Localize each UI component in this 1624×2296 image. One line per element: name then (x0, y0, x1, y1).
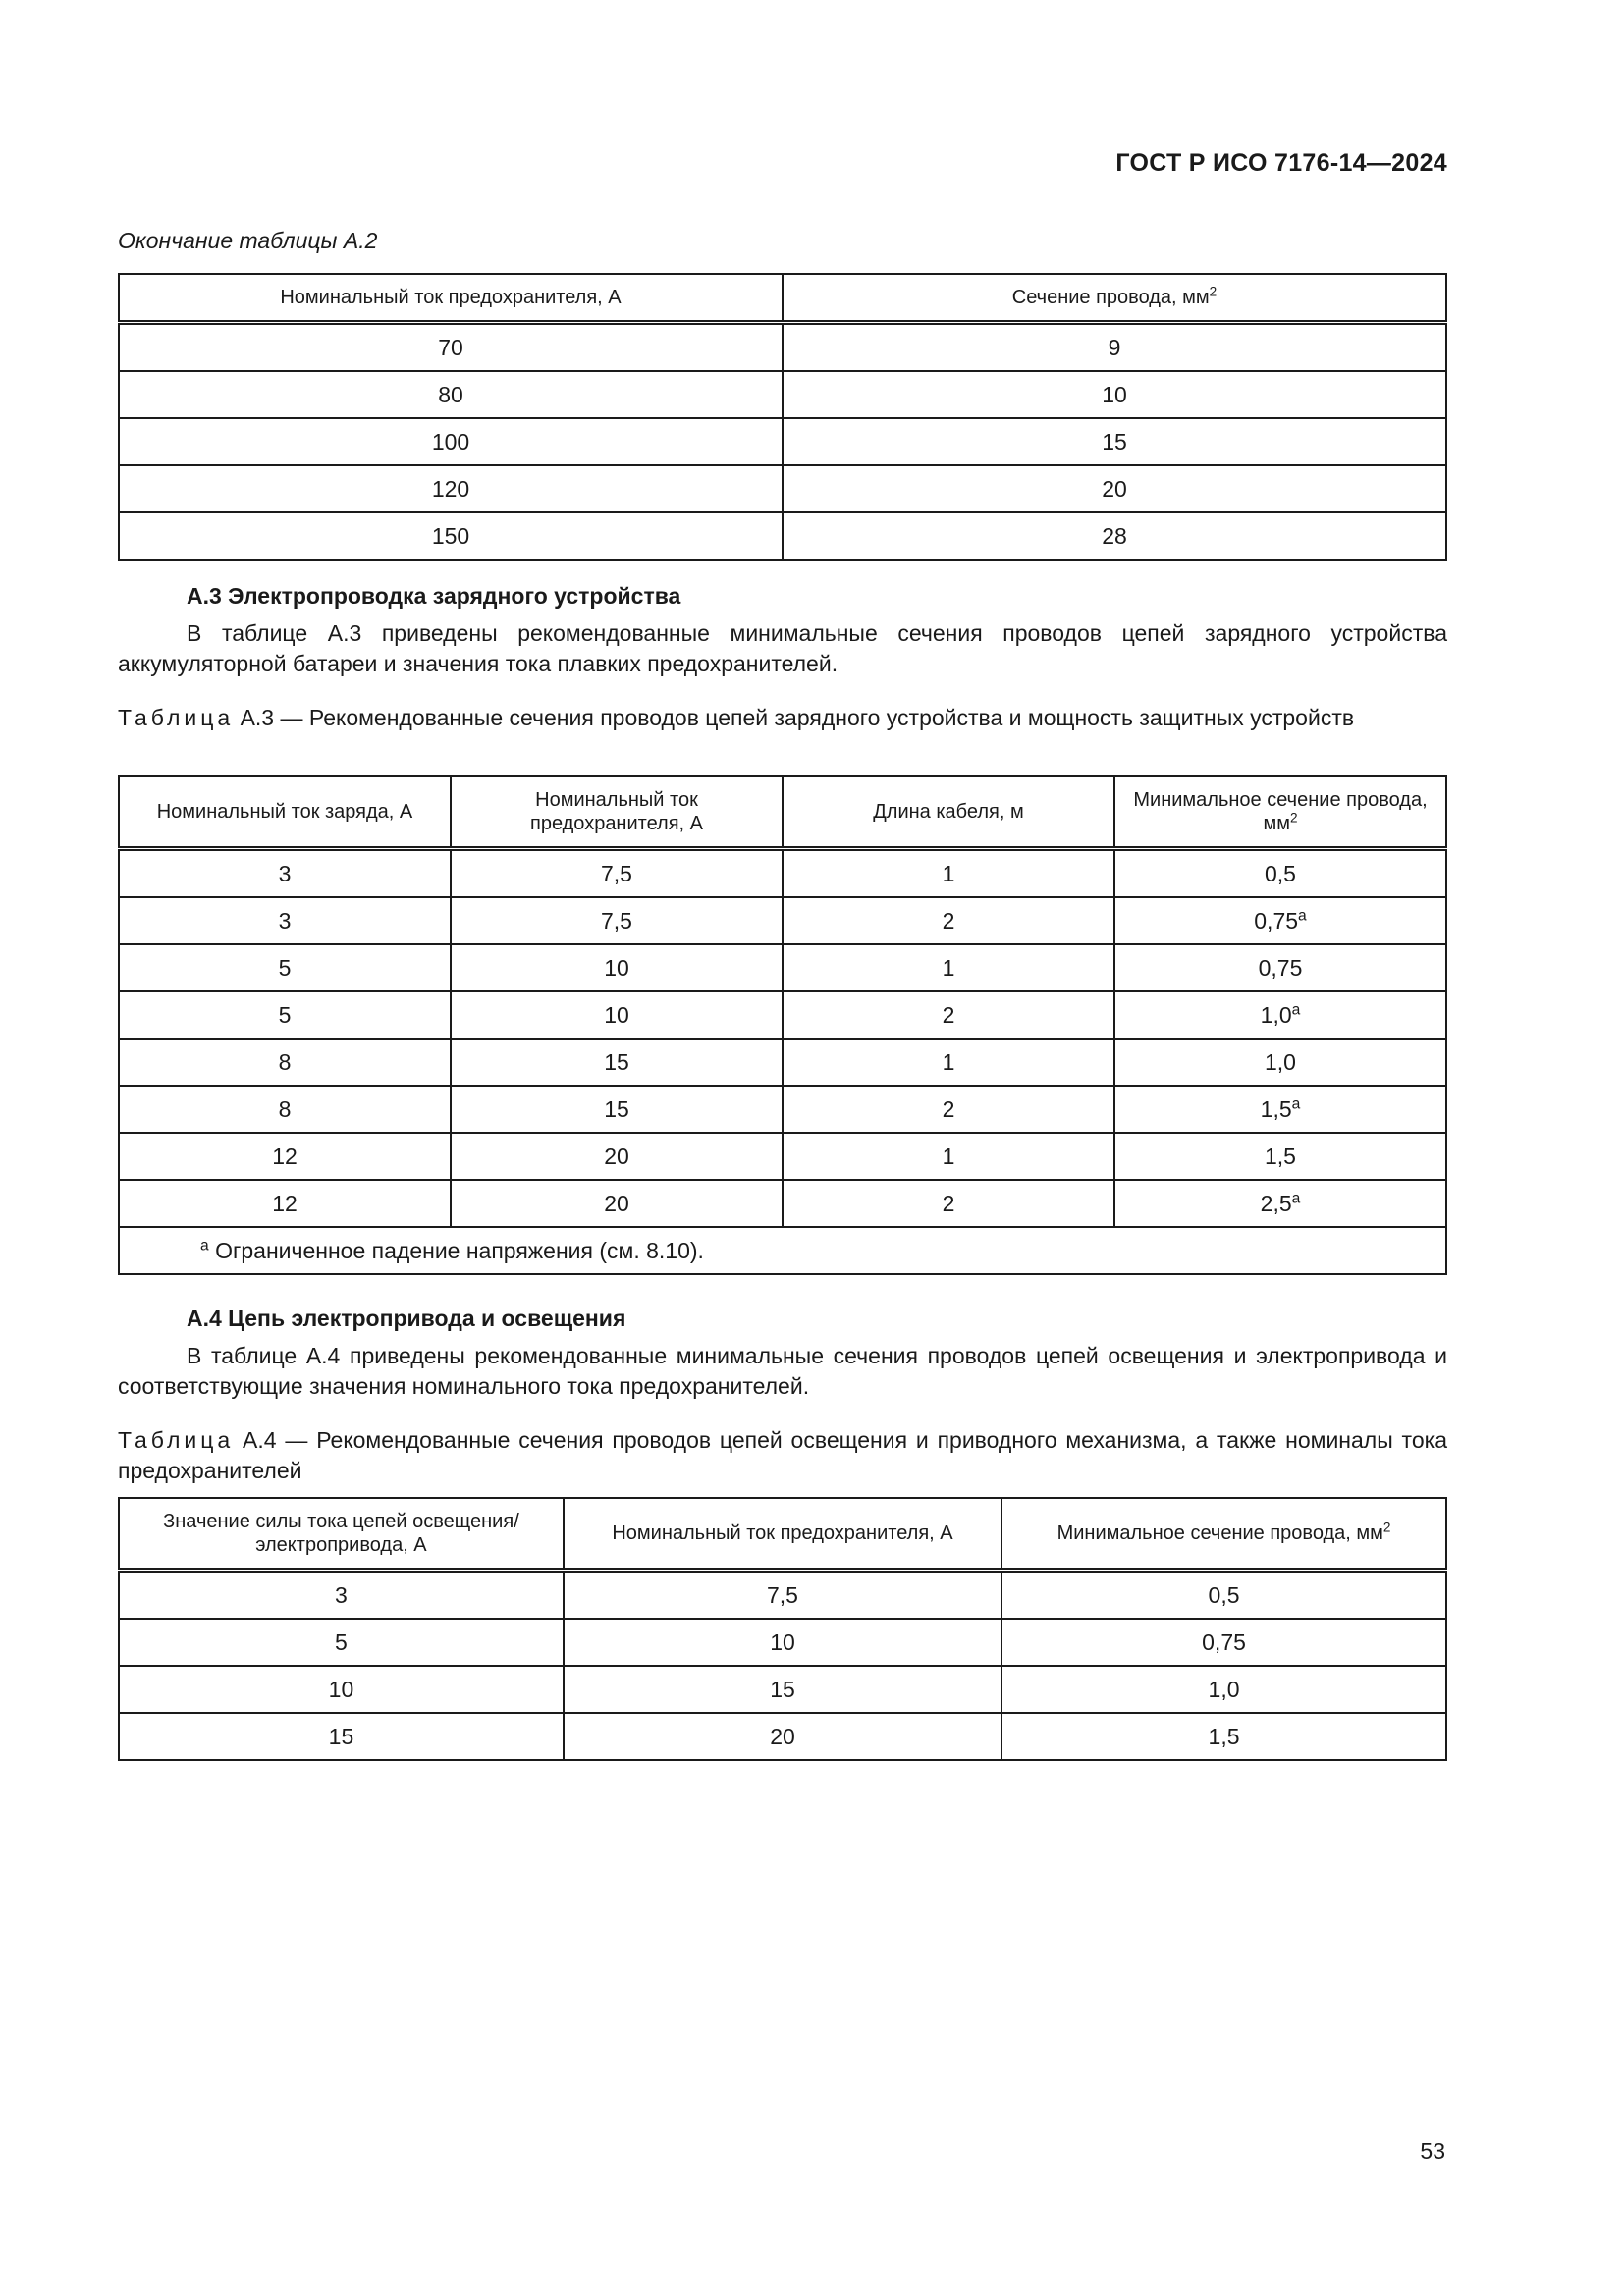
table-row (119, 371, 1446, 418)
table-cell: 10 (119, 1666, 564, 1713)
table-row (119, 512, 1446, 560)
table-cell: 1,0 (1001, 1666, 1446, 1713)
table-cell: 20 (564, 1713, 1001, 1760)
table-cell: 100 (119, 418, 783, 465)
table-row (119, 1133, 1446, 1180)
table-cell: 7,5 (564, 1571, 1001, 1620)
column-header: Минимальное сечение провода, $мм^2$ (1001, 1498, 1446, 1571)
page-number: 53 (1420, 2138, 1445, 2163)
table-cell: 12 (119, 1133, 451, 1180)
section-a4-paragraph: В таблице А.4 приведены рекомендованные минимальные сечения проводов цепей освещения и электропривода и соответствующие значения номинального тока предохранителей. (118, 1343, 1447, 1399)
table-row (119, 1086, 1446, 1133)
table-cell: 2 (783, 991, 1114, 1039)
table-row (119, 1571, 1446, 1620)
table-a4-caption: Таблица А.4 — Рекомендованные сечения проводов цепей освещения и приводного механизма, а также номиналы тока предохранителей (118, 1427, 1447, 1483)
column-header: Номинальный ток предохранителя, А (119, 274, 783, 323)
table-footnote: $^а$ Ограниченное падение напряжения (см. 8.10). (119, 1227, 1446, 1274)
column-header: Длина кабеля, м (783, 776, 1114, 849)
table-cell: 3 (119, 897, 451, 944)
table-row (119, 991, 1446, 1039)
section-a3-heading: А.3 Электропроводка зарядного устройства (187, 583, 681, 609)
table-cell: 0,75 (1114, 944, 1446, 991)
table-row (119, 1666, 1446, 1713)
table-cell: 0,5 (1001, 1571, 1446, 1620)
table-cell: 1 (783, 849, 1114, 898)
table-cell: 3 (119, 849, 451, 898)
table-row (119, 849, 1446, 898)
table-footnote-row (119, 1227, 1446, 1274)
table-row (119, 323, 1446, 372)
table-cell: 150 (119, 512, 783, 560)
table-cell: 15 (783, 418, 1446, 465)
table-cell: 28 (783, 512, 1446, 560)
table-cell: 5 (119, 1619, 564, 1666)
table-row (119, 418, 1446, 465)
table-cell: 9 (783, 323, 1446, 372)
table-cell: 10 (564, 1619, 1001, 1666)
table-cell: 2 (783, 1086, 1114, 1133)
table-cell: 80 (119, 371, 783, 418)
table-cell: 10 (451, 944, 783, 991)
table-row (119, 1619, 1446, 1666)
table-cell: 120 (119, 465, 783, 512)
table-cell: 1 (783, 1039, 1114, 1086)
column-header: Значение силы тока цепей освещения/ электропривода, А (119, 1498, 564, 1571)
table-cell: 15 (451, 1039, 783, 1086)
table-cell: 20 (451, 1180, 783, 1227)
table-cell: 15 (451, 1086, 783, 1133)
table-cell: 5 (119, 991, 451, 1039)
table-cell: 0,75 (1001, 1619, 1446, 1666)
table-cell: 15 (119, 1713, 564, 1760)
table-cell: 7,5 (451, 897, 783, 944)
column-header: Номинальный ток предохранителя, А (564, 1498, 1001, 1571)
table-cell: $0,75^а$ (1114, 897, 1446, 944)
table-row (119, 1713, 1446, 1760)
table-a3-caption: Таблица А.3 — Рекомендованные сечения проводов цепей зарядного устройства и мощность защитных устройств (118, 705, 1355, 730)
table-a2-continuation-caption: Окончание таблицы А.2 (118, 228, 378, 253)
table-cell: 1,0 (1114, 1039, 1446, 1086)
table-cell: 3 (119, 1571, 564, 1620)
table-row (119, 465, 1446, 512)
table-cell: $1,0^а$ (1114, 991, 1446, 1039)
table-cell: 1 (783, 1133, 1114, 1180)
table-cell: 5 (119, 944, 451, 991)
table-cell: $1,5^а$ (1114, 1086, 1446, 1133)
table-row (119, 1039, 1446, 1086)
table-cell: $2,5^а$ (1114, 1180, 1446, 1227)
table-cell: 8 (119, 1039, 451, 1086)
table-cell: 0,5 (1114, 849, 1446, 898)
table-row (119, 1180, 1446, 1227)
table-header-row (119, 776, 1446, 849)
table-cell: 2 (783, 1180, 1114, 1227)
table-cell: 15 (564, 1666, 1001, 1713)
table-cell: 20 (451, 1133, 783, 1180)
table-a2 (118, 273, 1447, 561)
table-row (119, 897, 1446, 944)
table-cell: 1,5 (1114, 1133, 1446, 1180)
column-header: Номинальный ток предохранителя, А (451, 776, 783, 849)
table-a3 (118, 775, 1447, 1275)
column-header: Сечение провода, $мм^2$ (783, 274, 1446, 323)
table-row (119, 944, 1446, 991)
section-a4-heading: А.4 Цепь электропривода и освещения (187, 1306, 626, 1331)
section-a3-paragraph: В таблице А.3 приведены рекомендованные минимальные сечения проводов цепей зарядного устройства аккумуляторной батареи и значения тока плавких предохранителей. (118, 620, 1447, 676)
table-cell: 10 (451, 991, 783, 1039)
document-id-header: ГОСТ Р ИСО 7176-14—2024 (1115, 149, 1447, 177)
table-cell: 7,5 (451, 849, 783, 898)
table-cell: 70 (119, 323, 783, 372)
column-header: Номинальный ток заряда, А (119, 776, 451, 849)
table-cell: 20 (783, 465, 1446, 512)
table-header-row (119, 274, 1446, 323)
table-cell: 8 (119, 1086, 451, 1133)
column-header: Минимальное сечение провода, $мм^2$ (1114, 776, 1446, 849)
table-cell: 1,5 (1001, 1713, 1446, 1760)
table-cell: 10 (783, 371, 1446, 418)
table-cell: 12 (119, 1180, 451, 1227)
table-a4 (118, 1497, 1447, 1761)
table-cell: 1 (783, 944, 1114, 991)
table-cell: 2 (783, 897, 1114, 944)
table-header-row (119, 1498, 1446, 1571)
